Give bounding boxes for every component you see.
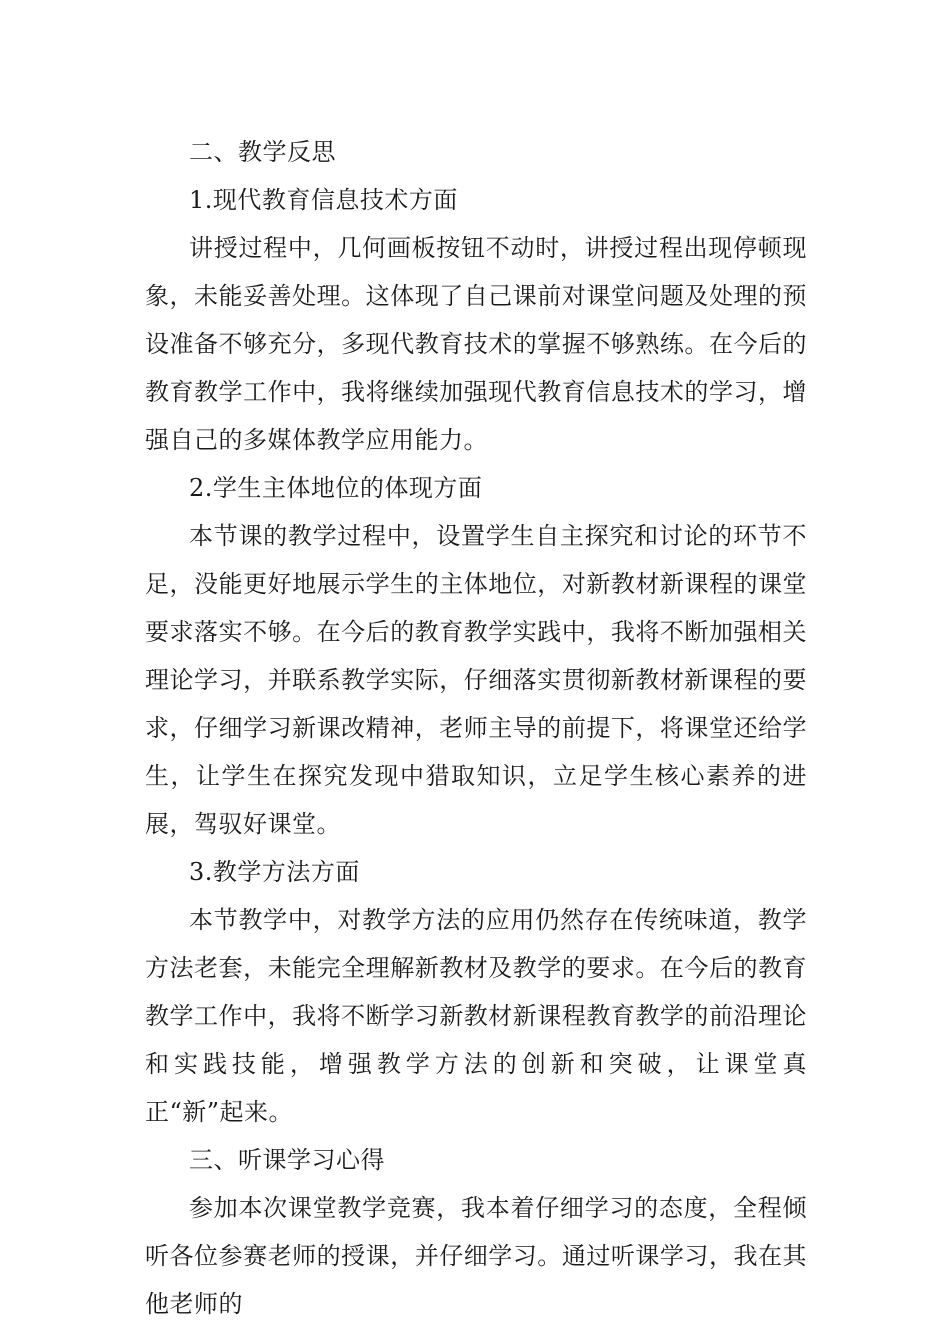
section-heading-observation: 三、听课学习心得 [189, 1146, 385, 1174]
paragraph-teaching-method: 本节教学中，对教学方法的应用仍然存在传统味道，教学方法老套，未能完全理解新教材及教学的要求。在今后的教育教学工作中，我将不断学习新教材新课程教育教学的前沿理论和实践技能，增强教学方法的创新和突破，让课堂真正“新”起来。 [145, 906, 807, 1126]
paragraph-student-subject: 本节课的教学过程中，设置学生自主探究和讨论的环节不足，没能更好地展示学生的主体地位，对新教材新课程的课堂要求落实不够。在今后的教育教学实践中，我将不断加强相关理论学习，并联系教学实际，仔细落实贯彻新教材新课程的要求，仔细学习新课改精神，老师主导的前提下，将课堂还给学生，让学生在探究发现中猎取知识，立足学生核心素养的进展，驾驭好课堂。 [145, 522, 807, 838]
subheading-technology: 1.现代教育信息技术方面 [189, 186, 458, 214]
subheading-student-subject: 2.学生主体地位的体现方面 [189, 474, 483, 502]
section-heading-reflection: 二、教学反思 [189, 138, 336, 166]
document-body [145, 128, 807, 1328]
paragraph-technology: 讲授过程中，几何画板按钮不动时，讲授过程出现停顿现象，未能妥善处理。这体现了自己课前对课堂问题及处理的预设准备不够充分，多现代教育技术的掌握不够熟练。在今后的教育教学工作中，我将继续加强现代教育信息技术的学习，增强自己的多媒体教学应用能力。 [145, 234, 807, 454]
subheading-teaching-method: 3.教学方法方面 [189, 858, 360, 886]
paragraph-observation: 参加本次课堂教学竞赛，我本着仔细学习的态度，全程倾听各位参赛老师的授课，并仔细学习。通过听课学习，我在其他老师的 [145, 1194, 807, 1318]
